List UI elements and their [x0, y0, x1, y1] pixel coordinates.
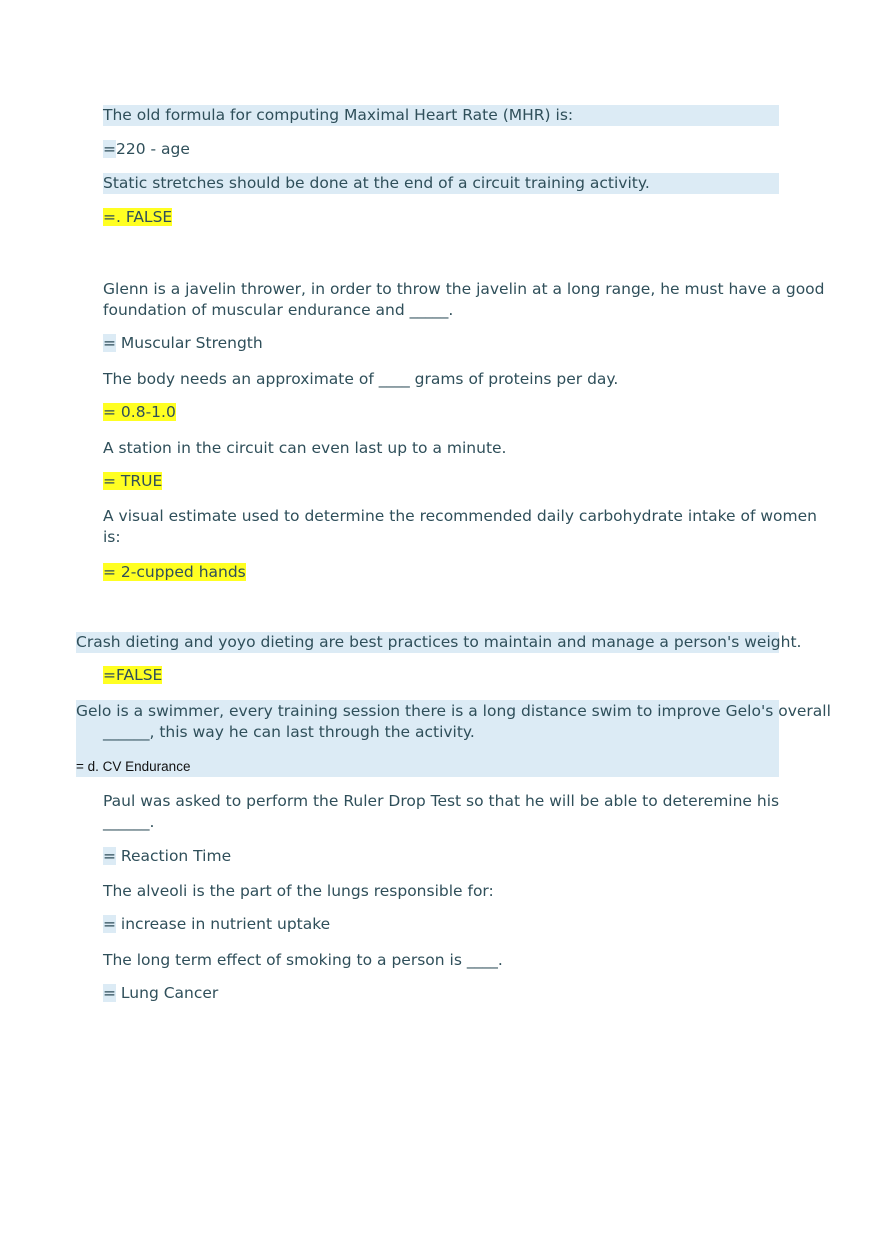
- answer-3-equals: =: [103, 334, 116, 352]
- answer-9-equals: =: [103, 847, 116, 865]
- question-2: Static stretches should be done at the end of a circuit training activity.: [103, 174, 650, 192]
- answer-10-equals: =: [103, 915, 116, 933]
- answer-11-text: Lung Cancer: [116, 984, 219, 1002]
- question-4: The body needs an approximate of ____ grams of proteins per day.: [103, 370, 619, 388]
- answer-4: = 0.8-1.0: [103, 403, 176, 421]
- question-1: The old formula for computing Maximal Heart Rate (MHR) is:: [103, 106, 574, 124]
- question-3-line-2: foundation of muscular endurance and _____.: [103, 301, 454, 319]
- question-8-line-1: Gelo is a swimmer, every training session there is a long distance swim to improve Gelo's overall: [76, 702, 831, 720]
- answer-1-equals: =: [103, 140, 116, 158]
- question-7: Crash dieting and yoyo dieting are best practices to maintain and manage a person's weight.: [76, 633, 802, 651]
- answer-6: = 2-cupped hands: [103, 563, 246, 581]
- answer-1: [103, 139, 190, 160]
- answer-9-text: Reaction Time: [116, 847, 232, 865]
- answer-10: [103, 914, 330, 935]
- question-9-line-2: ______.: [103, 813, 155, 831]
- answer-9: [103, 846, 231, 867]
- answer-2: =. FALSE: [103, 208, 173, 226]
- answer-5: = TRUE: [103, 472, 163, 490]
- question-9-line-1: Paul was asked to perform the Ruler Drop Test so that he will be able to deteremine his: [103, 792, 780, 810]
- answer-8: = d. CV Endurance: [76, 759, 191, 774]
- answer-3: [103, 333, 263, 354]
- answer-11: [103, 983, 218, 1004]
- question-11: The long term effect of smoking to a person is ____.: [103, 951, 503, 969]
- answer-3-text: Muscular Strength: [116, 334, 263, 352]
- question-6-line-1: A visual estimate used to determine the recommended daily carbohydrate intake of women: [103, 507, 817, 525]
- question-10: The alveoli is the part of the lungs responsible for:: [103, 882, 494, 900]
- answer-11-equals: =: [103, 984, 116, 1002]
- question-8-line-2: ______, this way he can last through the activity.: [103, 723, 475, 741]
- answer-10-text: increase in nutrient uptake: [116, 915, 331, 933]
- question-6-line-2: is:: [103, 528, 121, 546]
- answer-7: =FALSE: [103, 666, 163, 684]
- question-5: A station in the circuit can even last up to a minute.: [103, 439, 507, 457]
- answer-1-text: 220 - age: [116, 140, 190, 158]
- question-3-line-1: Glenn is a javelin thrower, in order to throw the javelin at a long range, he must have a good: [103, 280, 825, 298]
